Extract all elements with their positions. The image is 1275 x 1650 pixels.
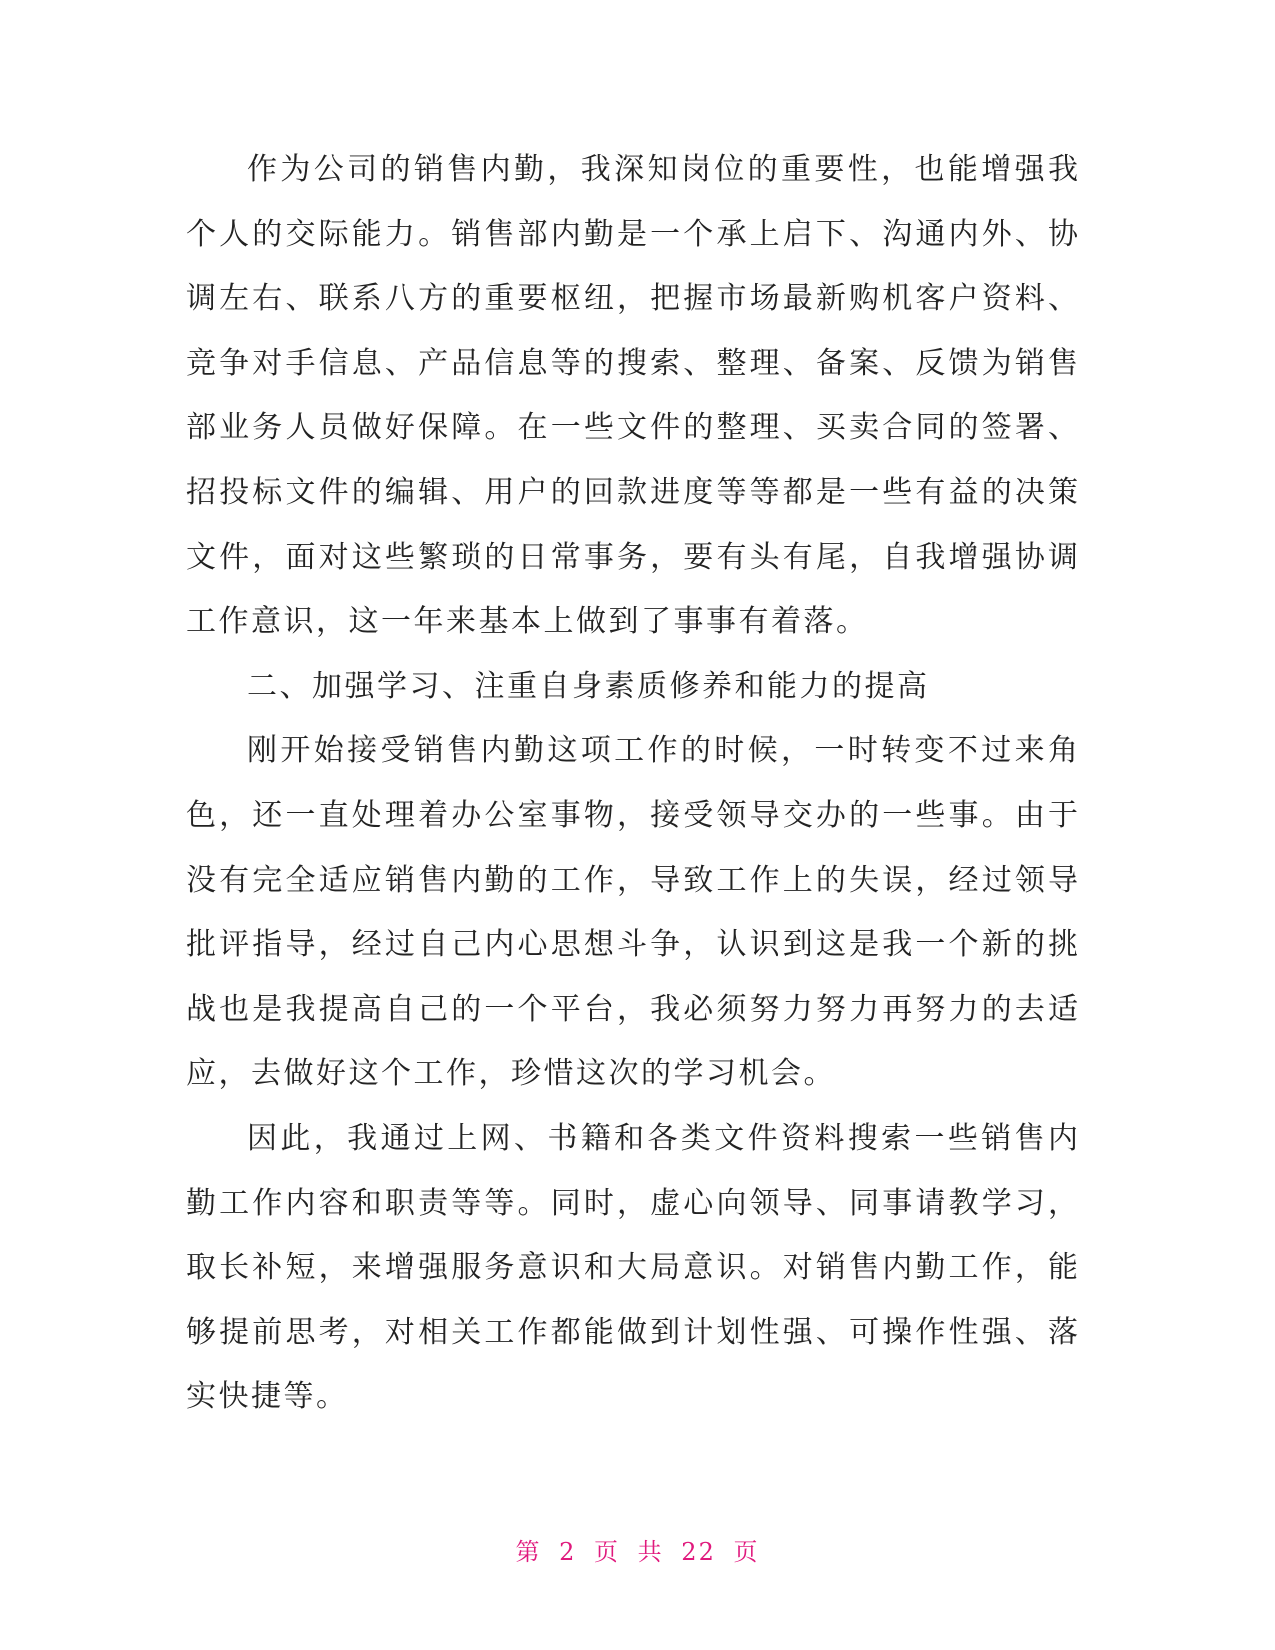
text-line: 没有完全适应销售内勤的工作，导致工作上的失误，经过领导 (186, 862, 1078, 898)
text-line: 作为公司的销售内勤，我深知岗位的重要性，也能增强我 (247, 152, 1078, 187)
text-line: 刚开始接受销售内勤这项工作的时候，一时转变不过来角 (247, 733, 1078, 769)
page-number-footer: 第 2 页 共 22 页 (515, 1538, 760, 1566)
text-line: 工作意识，这一年来基本上做到了事事有着落。 (186, 604, 869, 640)
text-line: 实快捷等。 (186, 1379, 349, 1415)
text-line: 竞争对手信息、产品信息等的搜索、整理、备案、反馈为销售 (186, 345, 1078, 381)
text-line: 文件，面对这些繁琐的日常事务，要有头有尾，自我增强协调 (186, 539, 1078, 575)
text-line: 因此，我通过上网、书籍和各类文件资料搜索一些销售内 (247, 1120, 1078, 1156)
text-line: 勤工作内容和职责等等。同时，虚心向领导、同事请教学习， (186, 1185, 1078, 1221)
text-line: 批评指导，经过自己内心思想斗争，认识到这是我一个新的挑 (186, 927, 1078, 963)
text-line: 取长补短，来增强服务意识和大局意识。对销售内勤工作，能 (186, 1250, 1078, 1286)
text-line: 调左右、联系八方的重要枢纽，把握市场最新购机客户资料、 (186, 281, 1078, 317)
text-line: 部业务人员做好保障。在一些文件的整理、买卖合同的签署、 (186, 410, 1078, 446)
text-line: 应，去做好这个工作，珍惜这次的学习机会。 (186, 1056, 836, 1092)
text-line: 战也是我提高自己的一个平台，我必须努力努力再努力的去适 (186, 991, 1078, 1027)
text-line: 够提前思考，对相关工作都能做到计划性强、可操作性强、落 (186, 1314, 1078, 1350)
document-body (186, 138, 1078, 1430)
text-line: 色，还一直处理着办公室事物，接受领导交办的一些事。由于 (186, 797, 1078, 833)
text-line: 招投标文件的编辑、用户的回款进度等等都是一些有益的决策 (186, 474, 1078, 510)
text-line: 个人的交际能力。销售部内勤是一个承上启下、沟通内外、协 (186, 216, 1078, 252)
section-heading: 二、加强学习、注重自身素质修养和能力的提高 (247, 668, 930, 704)
